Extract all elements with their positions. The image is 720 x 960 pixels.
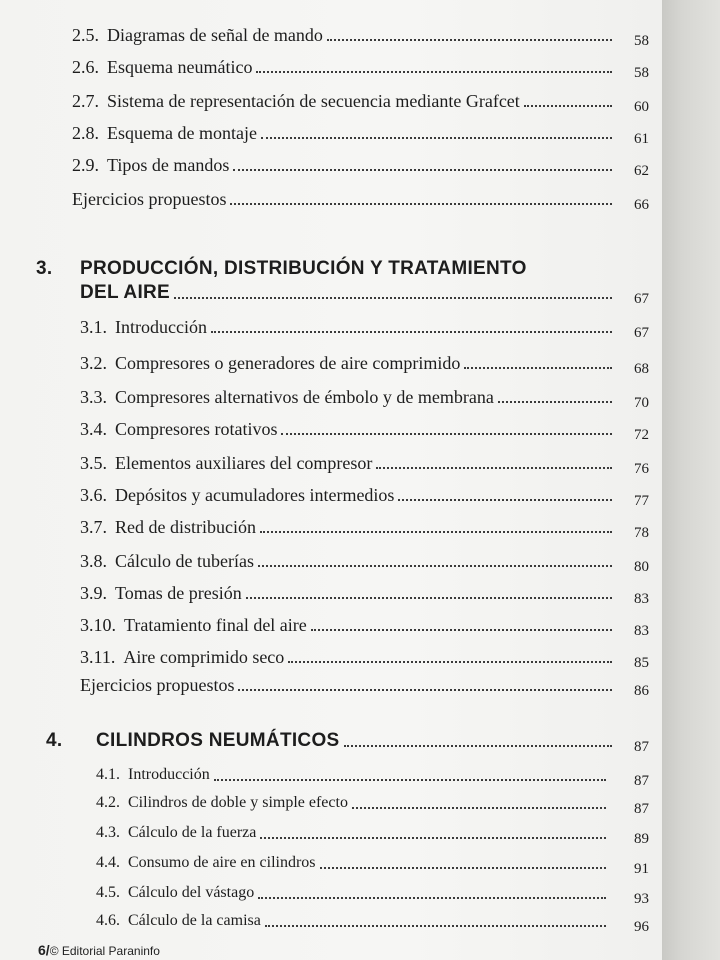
toc-entry [96, 876, 649, 907]
toc-entry-title: Cálculo de tuberías [115, 551, 254, 571]
toc-entry [72, 50, 649, 81]
toc-entry-page: 58 [634, 65, 649, 81]
toc-entry-page: 87 [634, 773, 649, 789]
toc-entry-number: 3.6. [80, 485, 107, 505]
toc-entry [80, 510, 649, 541]
toc-entry-title: Depósitos y acumuladores intermedios [115, 485, 395, 505]
toc-entry [80, 380, 649, 411]
toc-entry-title: Diagramas de señal de mando [107, 25, 323, 45]
toc-entry [72, 182, 649, 213]
toc-entry-title: Tomas de presión [115, 583, 242, 603]
dot-leader [344, 745, 613, 747]
toc-entry-page: 58 [634, 33, 649, 49]
dot-leader [238, 689, 612, 691]
dot-leader [352, 807, 606, 809]
toc-entry [80, 446, 649, 477]
toc-entry-title: Sistema de representación de secuencia mediante Grafcet [107, 91, 520, 111]
toc-entry-number: 3.5. [80, 453, 107, 473]
toc-entry-page: 85 [634, 655, 649, 671]
toc-entry-page: 83 [634, 623, 649, 639]
toc-entry-page: 91 [634, 861, 649, 877]
toc-entry-title: Compresores o generadores de aire comprimido [115, 353, 461, 373]
dot-leader [524, 105, 612, 107]
dot-leader [288, 661, 612, 663]
chapter-heading-3-line2 [80, 276, 649, 307]
dot-leader [498, 401, 612, 403]
toc-entry-number: 2.5. [72, 25, 99, 45]
toc-entry [96, 816, 649, 847]
toc-entry-page: 87 [634, 801, 649, 817]
page-edge-shadow [662, 0, 720, 960]
chapter-page: 87 [634, 739, 649, 755]
toc-entry [96, 904, 649, 935]
toc-entry [80, 478, 649, 509]
toc-entry-title: Consumo de aire en cilindros [128, 854, 316, 871]
toc-entry [72, 116, 649, 147]
toc-entry-page: 70 [634, 395, 649, 411]
toc-entry-title: Introducción [128, 766, 210, 783]
dot-leader [376, 467, 612, 469]
toc-entry-number: 4.6. [96, 912, 120, 929]
dot-leader [233, 169, 612, 171]
toc-entry-title: Compresores rotativos [115, 419, 278, 439]
toc-entry-title: Compresores alternativos de émbolo y de membrana [115, 387, 494, 407]
toc-entry-page: 80 [634, 559, 649, 575]
toc-entry-number: 4.3. [96, 824, 120, 841]
dot-leader [327, 39, 612, 41]
toc-entry-page: 86 [634, 683, 649, 699]
toc-entry-page: 89 [634, 831, 649, 847]
toc-entry-page: 96 [634, 919, 649, 935]
toc-entry-page: 67 [634, 325, 649, 341]
footer-page-number: 6/ [38, 942, 50, 958]
toc-entry [72, 84, 649, 115]
toc-entry-number: 3.2. [80, 353, 107, 373]
toc-entry-page: 68 [634, 361, 649, 377]
toc-entry [80, 412, 649, 443]
toc-entry-title: Elementos auxiliares del compresor [115, 453, 373, 473]
dot-leader [258, 565, 612, 567]
toc-entry-title: Tratamiento final del aire [124, 615, 307, 635]
dot-leader [246, 597, 612, 599]
toc-entry [96, 786, 649, 817]
dot-leader [214, 779, 606, 781]
toc-entry-title: Introducción [115, 317, 207, 337]
dot-leader [281, 433, 612, 435]
toc-entry-number: 4.4. [96, 854, 120, 871]
toc-entry-page: 72 [634, 427, 649, 443]
toc-entry-number: 4.2. [96, 794, 120, 811]
toc-entry-title: Cálculo del vástago [128, 884, 255, 901]
toc-entry [96, 846, 649, 877]
dot-leader [260, 837, 606, 839]
chapter-number: 3. [36, 258, 53, 279]
dot-leader [265, 925, 606, 927]
dot-leader [230, 203, 612, 205]
toc-entry-page: 62 [634, 163, 649, 179]
chapter-page: 67 [634, 291, 649, 307]
toc-entry-number: 4.1. [96, 766, 120, 783]
dot-leader [464, 367, 612, 369]
dot-leader [260, 531, 612, 533]
toc-entry-title: Cálculo de la fuerza [128, 824, 257, 841]
toc-entry-number: 3.4. [80, 419, 107, 439]
toc-entry [80, 346, 649, 377]
dot-leader [258, 897, 606, 899]
toc-entry [80, 608, 649, 639]
toc-entry-page: 76 [634, 461, 649, 477]
chapter-title-line1: PRODUCCIÓN, DISTRIBUCIÓN Y TRATAMIENTO [80, 258, 527, 279]
toc-entry-title: Ejercicios propuestos [72, 189, 227, 209]
toc-entry-page: 61 [634, 131, 649, 147]
chapter-title-line2: DEL AIRE [80, 282, 171, 303]
toc-entry-number: 3.7. [80, 517, 107, 537]
toc-entry-number: 2.8. [72, 123, 99, 143]
toc-entry-number: 3.10. [80, 615, 116, 635]
dot-leader [398, 499, 612, 501]
toc-entry-number: 3.9. [80, 583, 107, 603]
toc-entry-title: Ejercicios propuestos [80, 675, 235, 695]
toc-entry-number: 4.5. [96, 884, 120, 901]
dot-leader [211, 331, 612, 333]
chapter-number: 4. [46, 730, 63, 751]
toc-entry [80, 576, 649, 607]
dot-leader [174, 297, 612, 299]
chapter-heading-4 [46, 724, 649, 755]
dot-leader [261, 137, 612, 139]
toc-entry [80, 310, 649, 341]
toc-entry [80, 668, 649, 699]
toc-entry-title: Cilindros de doble y simple efecto [128, 794, 348, 811]
dot-leader [320, 867, 606, 869]
toc-entry-number: 2.9. [72, 155, 99, 175]
toc-entry [96, 758, 649, 789]
toc-entry-page: 66 [634, 197, 649, 213]
toc-entry-page: 93 [634, 891, 649, 907]
toc-entry-page: 83 [634, 591, 649, 607]
toc-entry-number: 3.8. [80, 551, 107, 571]
toc-entry [72, 148, 649, 179]
toc-entry-title: Esquema de montaje [107, 123, 257, 143]
toc-entry-title: Aire comprimido seco [123, 647, 285, 667]
toc-entry-title: Red de distribución [115, 517, 256, 537]
dot-leader [311, 629, 612, 631]
toc-entry-title: Esquema neumático [107, 57, 253, 77]
page-footer [38, 942, 160, 958]
toc-entry-number: 3.1. [80, 317, 107, 337]
footer-publisher: © Editorial Paraninfo [49, 944, 160, 958]
toc-entry-page: 78 [634, 525, 649, 541]
toc-entry-number: 3.3. [80, 387, 107, 407]
toc-entry-title: Tipos de mandos [107, 155, 230, 175]
toc-entry-number: 2.7. [72, 91, 99, 111]
dot-leader [256, 71, 612, 73]
chapter-title: CILINDROS NEUMÁTICOS [96, 730, 340, 751]
toc-entry [72, 18, 649, 49]
toc-entry-title: Cálculo de la camisa [128, 912, 261, 929]
toc-entry-number: 2.6. [72, 57, 99, 77]
toc-entry [80, 640, 649, 671]
toc-entry-page: 60 [634, 99, 649, 115]
toc-entry-page: 77 [634, 493, 649, 509]
toc-entry-number: 3.11. [80, 647, 116, 667]
toc-entry [80, 544, 649, 575]
